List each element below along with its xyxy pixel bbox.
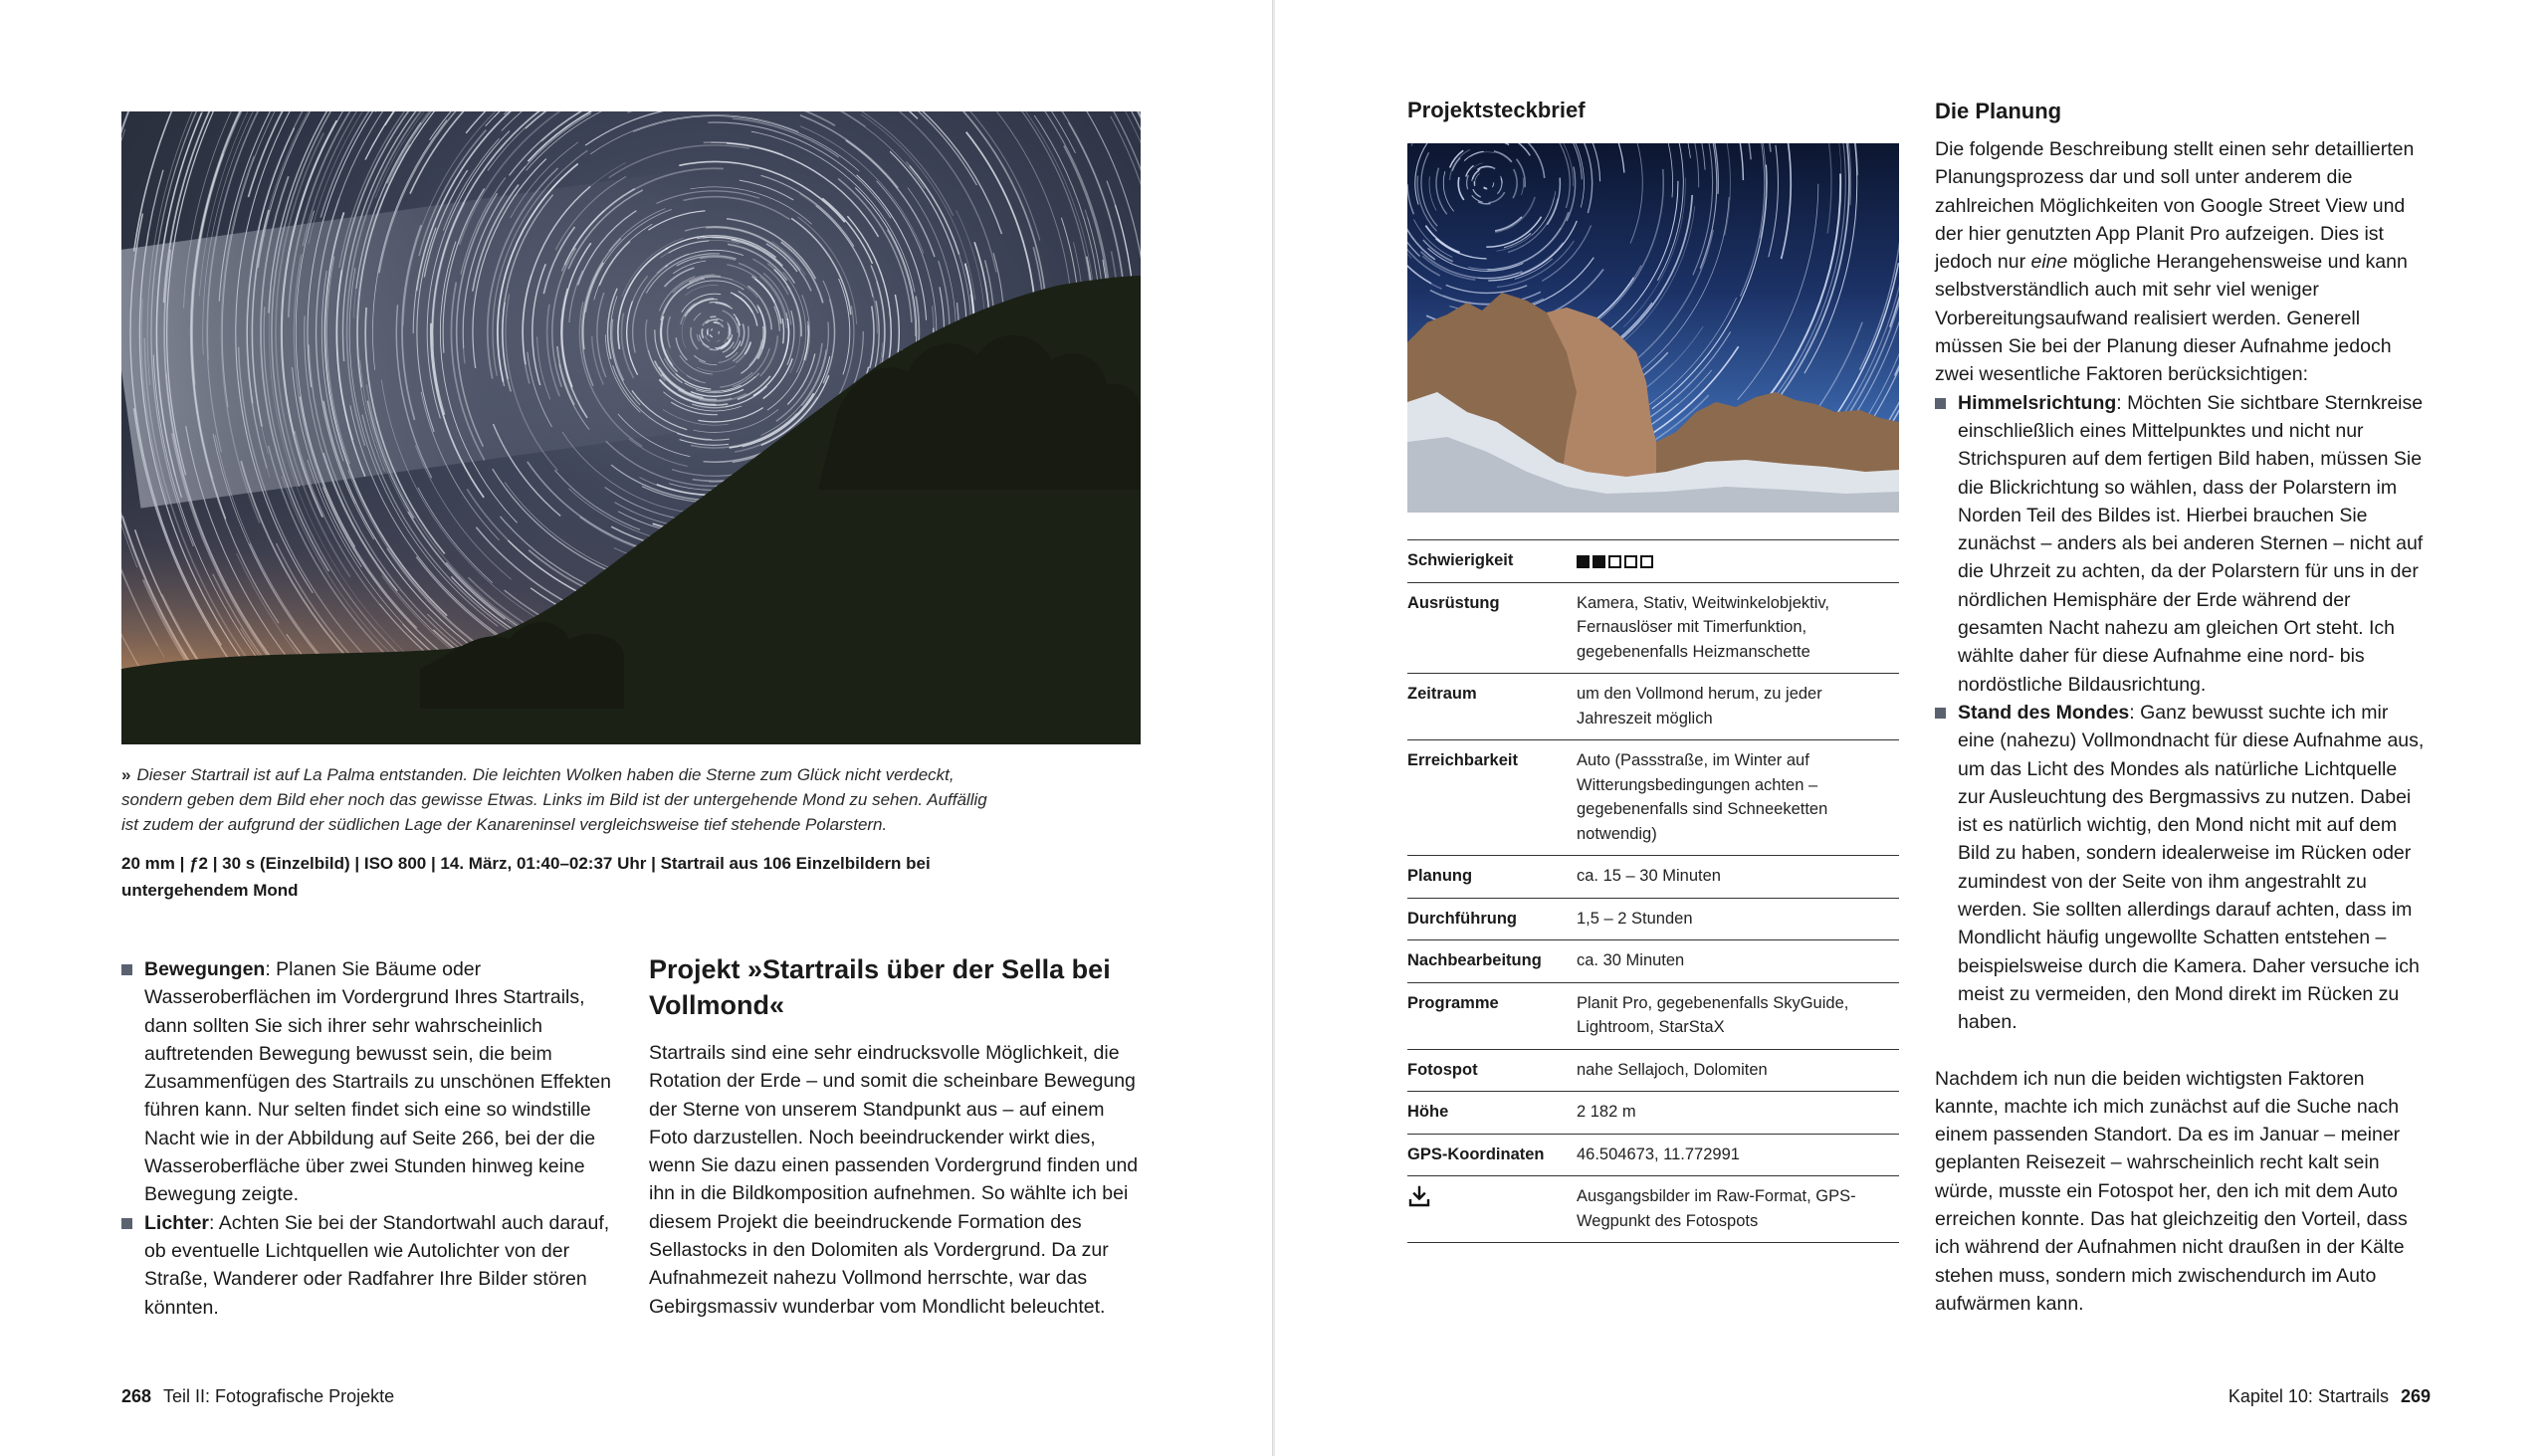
- tip-item-lichter: [121, 1209, 613, 1322]
- star-trail-arc: [1497, 198, 1555, 251]
- fact-value: 1,5 – 2 Stunden: [1577, 909, 1693, 928]
- fact-key: Nachbearbeitung: [1407, 951, 1542, 969]
- star-trail-arc: [1436, 168, 1447, 215]
- running-footer: Kapitel 10: Startrails: [2228, 1386, 2389, 1406]
- fact-row-gps: [1407, 1135, 1899, 1177]
- fact-value: Planit Pro, gegebenenfalls SkyGuide, Lightroom, StarStaX: [1577, 993, 1849, 1036]
- fact-key: Fotospot: [1407, 1060, 1478, 1079]
- star-trail-arc: [1407, 143, 1451, 166]
- star-trail-arc: [488, 111, 691, 170]
- star-trail-arc: [1443, 171, 1453, 211]
- star-trail-arc: [1475, 173, 1480, 184]
- factor-item-himmelsrichtung: [1935, 389, 2429, 699]
- star-trail-arc: [749, 111, 924, 188]
- startrail-photo-la-palma-icon: [121, 111, 1141, 744]
- star-trail-arc: [743, 111, 918, 118]
- fact-value: [1577, 548, 1899, 573]
- star-trail-arc: [1771, 143, 1846, 403]
- factor-term: Himmelsrichtung: [1958, 391, 2117, 414]
- star-trail-arc: [1458, 177, 1464, 200]
- star-trail-arc: [628, 111, 795, 112]
- star-trail-arc: [1769, 145, 1779, 257]
- difficulty-empty-square: [1608, 555, 1621, 568]
- planung-intro-emphasis: eine: [2030, 251, 2068, 274]
- fact-value: ca. 30 Minuten: [1577, 951, 1685, 969]
- star-trail-arc: [733, 326, 748, 361]
- project-intro-text: Startrails sind eine sehr eindrucksvolle Möglichkeit, die Rotation der Erde – und somit die scheinbare Bewegung der Sterne von unserem Standpunkt aus – auf einem Foto darzustellen. Noch beeindruckender wirkt dies, wenn Sie dazu einen passenden Vordergrund finden und ihn in die Bildkomposition aufnehmen. So wählte ich bei diesem Projekt die beeindruckende Formation des Sellastocks in den Dolomiten als Vordergrund. Da zur Aufnahmezeit nahezu Vollmond herrschte, war das Gebirgsmassiv wunderbar vom Mondlicht beleuchtet.: [649, 1042, 1139, 1318]
- star-trail-arc: [1414, 220, 1453, 258]
- fact-value: 46.504673, 11.772991: [1577, 1144, 1740, 1163]
- star-trail-arc: [733, 118, 839, 157]
- star-trail-arc: [1714, 143, 1858, 175]
- exif-data: 20 mm | ƒ2 | 30 s (Einzelbild) | ISO 800 | 14. März, 01:40–02:37 Uhr | Startrail aus 106 Einzelbildern bei untergehendem Mond: [121, 854, 931, 900]
- star-trail-arc: [1552, 143, 1752, 159]
- star-trail-arc: [1599, 143, 1691, 158]
- star-trail-arc: [1450, 150, 1464, 167]
- fact-key: Planung: [1407, 867, 1473, 885]
- fact-value: Ausgangsbilder im Raw-Format, GPS-Wegpunkt des Fotospots: [1577, 1187, 1856, 1230]
- star-trail-arc: [1478, 166, 1495, 169]
- star-trail-arc: [1436, 239, 1487, 259]
- star-trail-arc: [722, 111, 1141, 112]
- star-trail-arc: [782, 318, 783, 343]
- fact-table: [1407, 539, 1899, 1243]
- star-trail-arc: [1623, 143, 1642, 244]
- bullet-square-icon: [1935, 398, 1946, 409]
- star-trail-arc: [735, 295, 752, 312]
- star-trail-arc: [1623, 178, 1685, 327]
- star-trail-arc: [1407, 204, 1420, 256]
- star-trail-arc: [1446, 285, 1528, 293]
- star-trail-arc: [1766, 143, 1899, 293]
- footer-right: [2229, 1386, 2431, 1407]
- star-trail-arc: [740, 180, 793, 200]
- star-trail-arc: [774, 307, 780, 331]
- star-trail-arc: [1626, 143, 1673, 197]
- tip-term: Bewegungen: [144, 958, 266, 980]
- project-heading: Projekt »Startrails über der Sella bei Vollmond«: [649, 954, 1111, 1020]
- star-trail-arc: [387, 111, 656, 183]
- star-trail-arc: [1701, 143, 1771, 152]
- star-trail-arc: [1670, 143, 1705, 170]
- startrail-photo-sella-icon: [1407, 143, 1899, 513]
- fact-row-durchfuehrung: [1407, 899, 1899, 941]
- factor-item-mond: [1935, 699, 2429, 1037]
- hero-photo-drawing: [121, 111, 1141, 744]
- star-trail-arc: [1407, 184, 1413, 214]
- tip-text: : Achten Sie bei der Standortwahl auch darauf, ob eventuelle Lichtquellen wie Autolichter von der Straße, Wanderer oder Radfahrer Ihre Bilder stören könnten.: [144, 1211, 610, 1319]
- difficulty-empty-square: [1640, 555, 1653, 568]
- star-trail-arc: [1407, 143, 1411, 163]
- star-trail-arc: [1492, 182, 1493, 187]
- star-trail-arc: [1714, 143, 1791, 259]
- fact-row-programme: [1407, 983, 1899, 1050]
- fact-value: Auto (Passstraße, im Winter auf Witterungsbedingungen achten – gegebenenfalls sind Schneeketten notwendig): [1577, 751, 1828, 843]
- fact-value: ca. 15 – 30 Minuten: [1577, 867, 1721, 885]
- page-number: 268: [121, 1386, 152, 1406]
- star-trail-arc: [693, 111, 866, 126]
- photo-caption: [121, 762, 997, 837]
- star-trail-arc: [870, 307, 874, 368]
- sella-photo-drawing: [1407, 143, 1899, 513]
- factor-text: : Ganz bewusst suchte ich mir eine (nahezu) Vollmondnacht für diese Aufnahme aus, um das Licht des Mondes als natürliche Lichtquelle zur Ausleuchtung des Bergmassivs zu nutzen. Dabei ist es natürlich wichtig, den Mond nicht mit auf dem Bild zu haben, sondern idealerweise im Rücken oder zumindest von der Seite von ihm angestrahlt zu werden. Sie sollten allerdings darauf achten, dass im Mondlicht häufig ungewollte Schatten entstehen – beispielsweise durch die Kamera. Daher versuche ich meist zu vermeiden, den Mond direkt im Rücken zu haben.: [1958, 701, 2425, 1034]
- star-trail-arc: [822, 198, 872, 264]
- star-trail-arc: [590, 115, 798, 154]
- paragraph-gap: [1935, 1037, 2429, 1065]
- fact-row-erreichbarkeit: [1407, 740, 1899, 856]
- fact-key: Ausrüstung: [1407, 593, 1500, 612]
- difficulty-empty-square: [1624, 555, 1637, 568]
- star-trail-arc: [752, 259, 788, 295]
- star-trail-arc: [1488, 192, 1504, 203]
- fact-row-downloads: [1407, 1176, 1899, 1243]
- factor-term: Stand des Mondes: [1958, 701, 2130, 724]
- star-trail-arc: [1890, 143, 1899, 327]
- star-trail-arc: [1738, 184, 1818, 400]
- star-trail-arc: [800, 115, 898, 188]
- star-trail-arc: [1495, 197, 1535, 233]
- planung-intro: [1935, 135, 2429, 389]
- star-trail-arc: [1826, 143, 1899, 415]
- star-trail-arc: [839, 279, 850, 374]
- star-trail-arc: [1640, 143, 1699, 187]
- fact-row-fotospot: [1407, 1050, 1899, 1093]
- tip-term: Lichter: [144, 1211, 210, 1234]
- star-trail-arc: [1429, 176, 1436, 210]
- star-trail-arc: [1486, 217, 1541, 247]
- star-trail-arc: [1467, 175, 1469, 189]
- right-page: [1275, 0, 2548, 1456]
- star-trail-arc: [902, 111, 1141, 254]
- footer-left: [121, 1386, 394, 1407]
- star-trail-arc: [1542, 225, 1591, 281]
- star-trail-arc: [1466, 165, 1474, 176]
- star-trail-arc: [1690, 143, 1713, 275]
- star-trail-arc: [724, 330, 729, 342]
- star-trail-arc: [1494, 151, 1512, 162]
- page-number: 269: [2400, 1386, 2431, 1406]
- star-trail-arc: [1593, 143, 1624, 173]
- fact-key: Erreichbarkeit: [1407, 751, 1518, 769]
- fact-key: Programme: [1407, 993, 1499, 1012]
- left-page: [0, 0, 1273, 1456]
- star-trail-arc: [1730, 143, 1765, 297]
- planung-column: [1935, 98, 2429, 1318]
- star-trail-arc: [1473, 189, 1481, 197]
- star-trail-arc: [783, 272, 806, 372]
- star-trail-arc: [871, 111, 1141, 236]
- star-trail-arc: [502, 111, 817, 131]
- steckbrief-heading: Projektsteckbrief: [1407, 98, 1586, 122]
- difficulty-filled-square: [1577, 555, 1590, 568]
- fact-key: Durchführung: [1407, 909, 1517, 928]
- star-trail-arc: [1068, 111, 1141, 267]
- planung-text: [1935, 135, 2429, 1318]
- star-trail-arc: [466, 111, 799, 133]
- factor-text: : Möchten Sie sichtbare Sternkreise einschließlich eines Mittelpunktes und nicht nur Strichspuren auf dem fertigen Bild haben, müssen Sie die Blickrichtung so wählen, dass der Polarstern im Norden Teil des Bildes ist. Hierbei brauchen Sie zunächst – anders als bei anderen Sternen – nicht auf die Uhrzeit zu achten, da der Polarstern für uns in der nördlichen Hemisphäre der Erde während der gesamten Nacht nahezu am gleichen Ort steht. Ich wählte daher für diese Aufnahme eine nord- bis nordöstliche Bildausrichtung.: [1958, 391, 2424, 696]
- tip-item-bewegungen: [121, 955, 613, 1209]
- tips-list: [121, 955, 613, 1322]
- bullet-square-icon: [121, 1218, 132, 1229]
- star-trail-arc: [683, 111, 954, 216]
- star-trail-arc: [1508, 198, 1558, 252]
- planung-intro-part: mögliche Herangehensweise und kann selbstverständlich auch mit sehr viel weniger Vorbereitungsaufwand realisiert werden. Generell müssen Sie bei der Planung dieser Aufnahme jedoch zwei wesentliche Faktoren berücksichtigen:: [1935, 251, 2408, 386]
- caption-text: Dieser Startrail ist auf La Palma entstanden. Die leichten Wolken haben die Sterne zum Glück nicht verdeckt, sondern geben dem Bild eher noch das gewisse Etwas. Links im Bild ist der untergehende Mond zu sehen. Auffällig ist zudem der aufgrund der südlichen Lage der Kanareninsel vergleichsweise tief stehende Polarstern.: [121, 765, 987, 834]
- fact-value: Kamera, Stativ, Weitwinkelobjektiv, Fernauslöser mit Timerfunktion, gegebenenfalls Heizmanschette: [1577, 593, 1830, 661]
- bullet-square-icon: [121, 964, 132, 975]
- fact-value: um den Vollmond herum, zu jeder Jahreszeit möglich: [1577, 685, 1822, 728]
- fact-key: Höhe: [1407, 1103, 1449, 1121]
- running-footer: Teil II: Fotografische Projekte: [163, 1386, 395, 1406]
- star-trail-arc: [1522, 177, 1524, 195]
- fact-key: GPS-Koordinaten: [1407, 1144, 1545, 1163]
- star-trail-arc: [1417, 176, 1436, 232]
- planung-closing: Nachdem ich nun die beiden wichtigsten Faktoren kannte, machte ich mich zunächst auf die Suche nach einem passenden Standort. Da es im Januar – meiner geplanten Reisezeit – wahrscheinlich recht kalt sein würde, musste ein Fotospot her, den ich mit dem Auto erreichen konnte. Das hat gleichzeitig den Vorteil, dass ich während der Aufnahmen nicht draußen in der Kälte stehen muss, sondern mich zwischendurch im Auto aufwärmen kann.: [1935, 1067, 2408, 1315]
- fact-value: nahe Sellajoch, Dolomiten: [1577, 1060, 1768, 1079]
- difficulty-filled-square: [1592, 555, 1605, 568]
- star-trail-arc: [1497, 178, 1502, 194]
- star-trail-arc: [1470, 152, 1494, 157]
- fact-row-planung: [1407, 856, 1899, 899]
- fact-row-schwierigkeit: [1407, 540, 1899, 583]
- star-trail-arc: [1411, 143, 1435, 146]
- bullet-square-icon: [1935, 708, 1946, 719]
- star-trail-arc: [806, 111, 1141, 228]
- star-trail-arc: [741, 323, 743, 346]
- tip-text: : Planen Sie Bäume oder Wasseroberflächen im Vordergrund Ihres Startrails, dann sollten Sie sich ihrer sehr wahrscheinlich auftretenden Bewegung bewusst sein, die beim Zusammenfügen des Startrails zu unschönen Effekten führen kann. Nur selten findet sich eine so windstille Nacht wie in der Abbildung auf Seite 266, bei der die Wasseroberfläche über zwei Stunden hinweg keine Bewegung zeigte.: [144, 958, 611, 1206]
- star-trail-arc: [1860, 143, 1900, 370]
- difficulty-rating: [1577, 548, 1899, 568]
- star-trail-arc: [1504, 233, 1531, 248]
- fact-row-ausruestung: [1407, 583, 1899, 675]
- star-trail-arc: [1489, 143, 1509, 145]
- star-trail-arc: [1652, 143, 1851, 205]
- planung-heading: Die Planung: [1935, 99, 2062, 123]
- star-trail-arc: [1407, 143, 1432, 176]
- star-trail-arc: [1629, 143, 1766, 238]
- star-trail-arc: [755, 279, 781, 323]
- fact-key: Zeitraum: [1407, 685, 1477, 703]
- star-trail-arc: [1513, 169, 1517, 198]
- star-trail-arc: [1497, 241, 1575, 288]
- star-trail-arc: [877, 282, 885, 357]
- download-icon: [1407, 1184, 1431, 1208]
- star-trail-arc: [375, 111, 527, 198]
- star-trail-arc: [784, 111, 1141, 128]
- fact-key: Schwierigkeit: [1407, 551, 1514, 569]
- fact-row-nachbearbeitung: [1407, 940, 1899, 983]
- star-trail-arc: [1472, 195, 1483, 202]
- star-trail-arc: [1484, 187, 1487, 188]
- fact-row-hoehe: [1407, 1092, 1899, 1135]
- planung-intro-part: Die folgende Beschreibung stellt einen sehr detaillierten Planungsprozess dar und soll unter anderem die zahlreichen Möglichkeiten von Google Street View und der hier genutzten App Planit Pro aufzeigen. Dies ist jedoch nur: [1935, 138, 2415, 274]
- caption-marker-icon: »: [121, 765, 131, 784]
- star-trail-arc: [1521, 243, 1564, 275]
- star-trail-arc: [691, 187, 812, 224]
- fact-key: [1407, 1184, 1577, 1233]
- star-trail-arc: [937, 111, 1075, 153]
- fact-value: 2 182 m: [1577, 1103, 1636, 1121]
- star-trail-arc: [504, 111, 829, 114]
- star-trail-arc: [1724, 143, 1730, 236]
- fact-row-zeitraum: [1407, 674, 1899, 740]
- star-trail-arc: [1731, 143, 1841, 440]
